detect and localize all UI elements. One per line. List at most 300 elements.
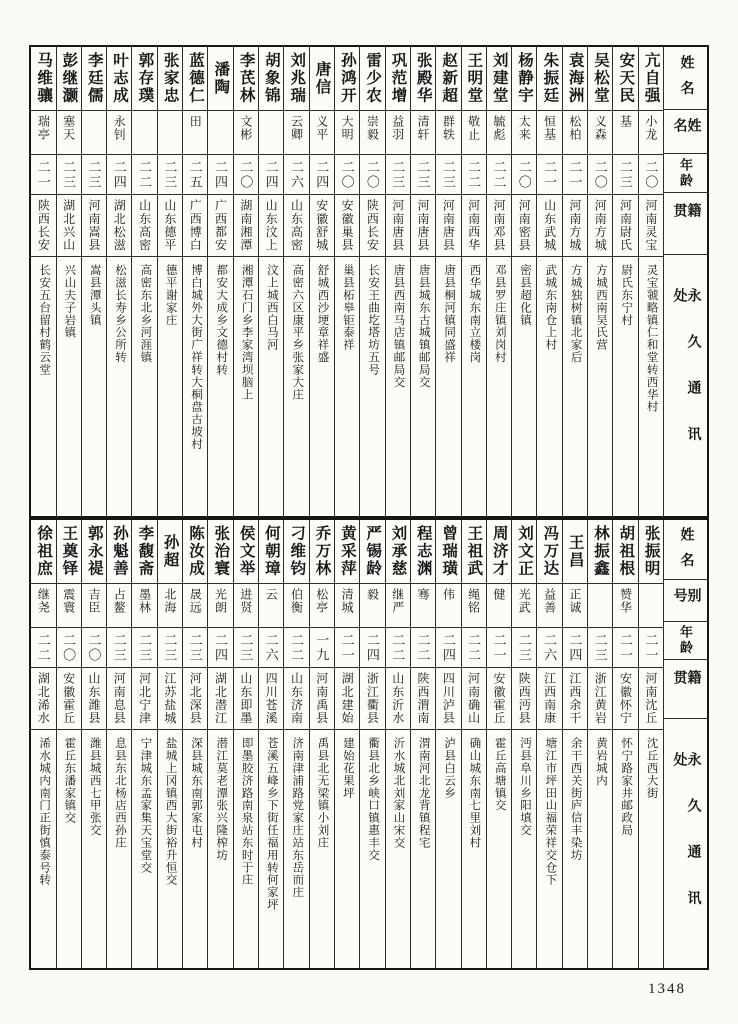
entry-name: 刁维钧 [288,525,306,578]
entry-origin: 广西都安 [213,199,228,252]
entry-address: 都安大成乡文德村转 [215,264,228,376]
entry-alias-cell [82,584,106,628]
entry-address: 浠水城内南门正街慎泰号转 [38,737,51,887]
entry-column [359,520,384,968]
entry-origin-cell [259,668,283,730]
entry-name: 孙超 [161,534,179,569]
entry-origin-cell [462,668,486,730]
entry-column [182,520,207,968]
entry-age-cell [31,628,55,668]
header-address-cell [664,255,707,516]
entry-age: 二〇 [86,632,102,663]
entry-name: 程志渊 [414,525,432,578]
entry-origin: 山东沂水 [390,672,405,725]
entry-name-cell [284,47,308,111]
entry-alias: 瑞亭 [36,115,51,141]
entry-alias-cell [563,584,587,628]
entry-age-cell [436,155,460,195]
entry-name: 孙魁善 [111,525,129,578]
entry-origin-cell [639,668,663,730]
header-name: 姓名 [678,526,694,579]
entry-name: 杨静宇 [516,52,534,105]
entry-alias-cell [613,111,637,155]
entry-name: 王昌 [566,534,584,569]
entry-column [638,520,663,968]
entry-origin-cell [335,195,359,257]
entry-name-cell [183,520,207,584]
entry-origin: 河南尉氏 [618,199,633,252]
entry-address-cell [411,730,435,968]
entry-origin: 陕西沔县 [517,672,532,725]
entry-origin: 河南灵宝 [643,199,658,252]
entry-alias: 震寰 [61,588,76,614]
entry-origin: 山东高密 [289,199,304,252]
entry-age-cell [411,628,435,668]
entry-age: 二〇 [238,159,254,190]
entry-name-cell [487,520,511,584]
entry-name: 亢自强 [642,52,660,105]
entry-address: 邓县罗庄镇刘岗村 [493,264,506,364]
entry-alias: 基 [618,115,633,128]
entry-name-cell [132,47,156,111]
entry-age: 二六 [263,632,279,663]
entry-age-cell [487,155,511,195]
entry-age: 二四 [111,159,127,190]
entry-origin: 安徽怀宁 [618,672,633,725]
entry-name-cell [208,47,232,111]
entry-origin: 河南邓县 [491,199,506,252]
entry-age: 二三 [618,159,634,190]
entry-origin: 湖北兴山 [61,199,76,252]
entry-alias-cell [158,584,182,628]
entry-alias: 永钊 [112,115,127,141]
entry-address: 衢县北乡峡口镇惠丰交 [367,737,380,862]
entry-name: 王奠铎 [60,525,78,578]
entry-origin-cell [31,195,55,257]
entry-alias: 益善 [542,588,557,614]
entry-address-cell [537,730,561,968]
entry-address-cell [411,257,435,516]
header-alias-cell [664,110,707,154]
entry-address: 汶上城西白马河 [265,264,278,351]
entry-alias-cell [57,111,81,155]
entry-address: 灵宝虢略镇仁和堂转西华村 [645,264,658,414]
entry-origin-cell [107,195,131,257]
entry-alias-cell [360,584,384,628]
entry-name-cell [234,520,258,584]
entry-address-cell [512,730,536,968]
entry-name: 王明堂 [465,52,483,105]
entry-alias: 益羽 [390,115,405,141]
entry-name: 赵新超 [440,52,458,105]
entry-origin-cell [158,195,182,257]
entry-origin: 江苏盐城 [162,672,177,725]
entry-name-cell [335,520,359,584]
entry-origin-cell [462,195,486,257]
entry-name: 严锡龄 [364,525,382,578]
entry-address: 确山城东南七里刘村 [468,737,481,849]
entry-alias-cell [31,584,55,628]
entry-origin: 四川泸县 [441,672,456,725]
entry-name: 王祖武 [465,525,483,578]
entry-name-cell [284,520,308,584]
entry-origin: 四川苍溪 [264,672,279,725]
entry-name-cell [537,47,561,111]
entry-age-cell [57,155,81,195]
entry-column [106,47,131,516]
entry-address-cell [82,730,106,968]
entry-address-cell [31,257,55,516]
entry-name: 蓝德仁 [186,52,204,105]
entry-name-cell [588,47,612,111]
entry-alias-cell [563,111,587,155]
entry-address-cell [259,730,283,968]
entry-address-cell [158,257,182,516]
entry-name-cell [31,47,55,111]
entry-origin-cell [360,195,384,257]
entry-age: 二二 [35,632,51,663]
entry-age-cell [107,628,131,668]
entry-alias-cell [462,584,486,628]
entry-origin-cell [284,195,308,257]
entry-address-cell [183,257,207,516]
entry-name-cell [335,47,359,111]
entry-alias-cell [158,111,182,155]
entry-name-cell [588,520,612,584]
entry-name-cell [436,47,460,111]
entry-origin: 河南沈丘 [643,672,658,725]
entry-origin: 陕西长安 [36,199,51,252]
entry-alias-cell [57,584,81,628]
entry-age-cell [639,628,663,668]
entry-name-cell [107,47,131,111]
entry-age: 二三 [516,632,532,663]
entry-name: 刘承慈 [389,525,407,578]
entry-origin: 河南息县 [112,672,127,725]
entry-name: 巩范增 [389,52,407,105]
entry-origin-cell [588,195,612,257]
entry-origin-cell [82,668,106,730]
entry-name: 曾瑞璜 [440,525,458,578]
entry-address-cell [335,257,359,516]
entry-alias: 太来 [517,115,532,141]
entry-address: 兴山夫子岩镇 [63,264,76,339]
page-number: 1348 [648,981,686,997]
entry-name: 乔万林 [313,525,331,578]
entry-alias-cell [208,111,232,155]
entry-alias-cell [512,111,536,155]
entry-column [638,47,663,516]
header-column [663,520,707,968]
entry-name-cell [436,520,460,584]
entry-address-cell [183,730,207,968]
entry-address: 深县城东南郭家屯村 [189,737,202,849]
entry-alias-cell [259,111,283,155]
entry-alias-cell [107,111,131,155]
entry-age-cell [132,155,156,195]
entry-address: 唐县西南马店镇邮局交 [392,264,405,389]
entry-age-cell [512,155,536,195]
entry-column [385,47,410,516]
entry-name: 陈汝成 [186,525,204,578]
entry-origin-cell [563,668,587,730]
entry-column [435,47,460,516]
entry-origin-cell [537,668,561,730]
entry-alias: 正诚 [567,588,582,614]
entry-origin: 安徽舒城 [314,199,329,252]
entry-address: 方城西南吴氏营 [594,264,607,351]
entry-age-cell [132,628,156,668]
entry-column [283,520,308,968]
entry-address: 黄岩城内 [594,737,607,787]
entry-address: 怀宁路家井邮政局 [620,737,633,837]
header-alias: 别号 [671,588,701,608]
entry-address: 塘江市坪田山福荣祥交仓下 [544,737,557,887]
entry-alias: 晟远 [188,588,203,614]
entry-alias-cell [588,584,612,628]
entry-alias: 绳铭 [466,588,481,614]
entry-alias: 塞天 [61,115,76,141]
entry-address-cell [31,730,55,968]
entry-alias-cell [234,584,258,628]
entry-age: 二一 [643,632,659,663]
entry-address-cell [639,730,663,968]
entry-address-cell [259,257,283,516]
entry-address: 泸县白云乡 [443,737,456,800]
header-age: 年龄 [678,625,693,656]
entry-address: 唐县桐河镇同盛祥 [443,264,456,364]
entry-name-cell [462,520,486,584]
entry-address: 建始花果坪 [341,737,354,800]
entry-name: 李廷儒 [85,52,103,105]
entry-age: 二三 [440,159,456,190]
entry-address-cell [57,257,81,516]
entry-alias-cell [512,584,536,628]
entry-address-cell [436,257,460,516]
entry-address-cell [234,730,258,968]
entry-alias-cell [537,111,561,155]
entry-column [131,47,156,516]
entry-origin-cell [310,195,334,257]
entry-age: 二三 [61,159,77,190]
entry-origin: 安徽霍丘 [491,672,506,725]
entry-column [511,520,536,968]
entry-age-cell [563,628,587,668]
entry-column [410,47,435,516]
entry-age: 二二 [491,159,507,190]
entry-name: 徐祖庶 [35,525,53,578]
entry-alias: 伟 [441,588,456,601]
entry-address-cell [360,257,384,516]
entry-alias: 小龙 [643,115,658,141]
entry-address-cell [512,257,536,516]
entry-name: 李馥斋 [136,525,154,578]
entry-address-cell [613,730,637,968]
entry-age: 一九 [314,632,330,663]
entry-name-cell [234,47,258,111]
entry-age-cell [82,155,106,195]
entry-name-cell [107,520,131,584]
entry-origin-cell [386,195,410,257]
entry-address: 湘潭石门乡李家湾坝脑上 [240,264,253,401]
entry-alias: 北海 [162,588,177,614]
entry-age: 二〇 [339,159,355,190]
entry-alias-cell [31,111,55,155]
entry-origin: 湖北建始 [340,672,355,725]
entry-name-cell [537,520,561,584]
entry-alias-cell [487,111,511,155]
entry-origin-cell [310,668,334,730]
entry-age-cell [183,155,207,195]
entry-address-cell [234,257,258,516]
entry-age: 二〇 [592,159,608,190]
entry-address-cell [563,730,587,968]
entry-column [536,47,561,516]
entry-age-cell [259,628,283,668]
entry-alias: 骞 [416,588,431,601]
entry-age-cell [259,155,283,195]
entry-age-cell [31,155,55,195]
entry-origin: 河南确山 [466,672,481,725]
entry-name-cell [386,47,410,111]
entry-name: 朱振廷 [541,52,559,105]
entry-address-cell [310,257,334,516]
header-age-cell [664,154,707,194]
entry-alias-cell [132,111,156,155]
header-address: 永久通讯处 [671,751,701,937]
entry-age-cell [82,628,106,668]
entry-column [233,520,258,968]
entry-age: 二二 [288,632,304,663]
entry-name: 潘陶 [212,61,230,96]
entry-origin-cell [386,668,410,730]
entry-age: 二一 [542,159,558,190]
entry-address: 沔县阜川乡阳填交 [519,737,532,837]
entry-column [258,47,283,516]
entry-name-cell [563,47,587,111]
entry-alias-cell [360,111,384,155]
entry-origin: 湖南湘潭 [238,199,253,252]
entry-name-cell [208,520,232,584]
entry-alias: 光朗 [213,588,228,614]
entry-alias: 赞华 [618,588,633,614]
entry-address: 禹县北无梁镇小刘庄 [316,737,329,849]
entry-name: 李芪林 [237,52,255,105]
entry-alias-cell [613,584,637,628]
entry-origin-cell [158,668,182,730]
entry-age: 二三 [592,632,608,663]
header-address: 永久通讯处 [671,287,701,473]
entry-age: 二〇 [364,159,380,190]
entry-origin: 山东武城 [542,199,557,252]
entry-name: 张振明 [642,525,660,578]
entry-alias-cell [411,111,435,155]
entry-age: 二三 [390,159,406,190]
entry-address: 西华城东南立楼岗 [468,264,481,364]
entry-column [31,520,55,968]
entry-age-cell [462,628,486,668]
entry-column [207,47,232,516]
entry-origin: 河南西华 [466,199,481,252]
entry-column [612,47,637,516]
entry-origin-cell [411,668,435,730]
entry-alias-cell [310,111,334,155]
entry-age-cell [158,628,182,668]
entry-address-cell [132,730,156,968]
entry-origin-cell [234,195,258,257]
entry-alias: 毅 [365,588,380,601]
entry-address-cell [588,257,612,516]
entry-address-cell [208,257,232,516]
entry-age: 二四 [213,159,229,190]
entry-alias-cell [107,584,131,628]
entry-age-cell [487,628,511,668]
entry-address-cell [107,257,131,516]
entry-origin: 河南密县 [517,199,532,252]
entry-alias: 义平 [314,115,329,141]
entry-age: 二四 [567,632,583,663]
entry-age-cell [512,628,536,668]
entry-name-cell [613,47,637,111]
header-age: 年龄 [678,157,693,189]
entry-age-cell [588,155,612,195]
entry-origin: 河南嵩县 [86,199,101,252]
entry-origin: 广西博白 [188,199,203,252]
entry-origin-cell [613,668,637,730]
entry-address: 舒城西沙埂章祥盛 [316,264,329,364]
entry-alias: 敬止 [466,115,481,141]
entry-address: 长安五台留村鹤云堂 [38,264,51,376]
entry-address-cell [284,257,308,516]
entry-origin-cell [537,195,561,257]
entry-name-cell [563,520,587,584]
entry-column [207,520,232,968]
entry-name-cell [411,47,435,111]
entry-origin-cell [183,195,207,257]
entry-alias-cell [537,584,561,628]
entry-name-cell [310,520,334,584]
entry-alias-cell [284,111,308,155]
entry-name: 郭永禔 [85,525,103,578]
entry-age-cell [183,628,207,668]
header-address-cell [664,719,707,968]
entry-age-cell [386,628,410,668]
header-origin-cell [664,193,707,254]
entry-alias: 云卿 [289,115,304,141]
entry-age: 二一 [567,159,583,190]
entry-name-cell [82,520,106,584]
entry-column [410,520,435,968]
entry-name: 胡象锦 [262,52,280,105]
entry-name-cell [158,47,182,111]
entry-age: 二〇 [516,159,532,190]
entry-age-cell [335,628,359,668]
entry-origin: 湖北浠水 [36,672,51,725]
entry-age-cell [335,155,359,195]
entry-age-cell [360,155,384,195]
entry-age: 二二 [466,159,482,190]
entry-origin: 安徽巢县 [340,199,355,252]
entry-name: 刘建堂 [490,52,508,105]
entry-column [283,47,308,516]
entry-column [486,520,511,968]
entry-alias: 田 [188,115,203,128]
entry-address: 潍县城西七甲张交 [88,737,101,837]
entry-name-cell [639,520,663,584]
entry-origin-cell [208,195,232,257]
entry-address-cell [360,730,384,968]
entry-address-cell [132,257,156,516]
